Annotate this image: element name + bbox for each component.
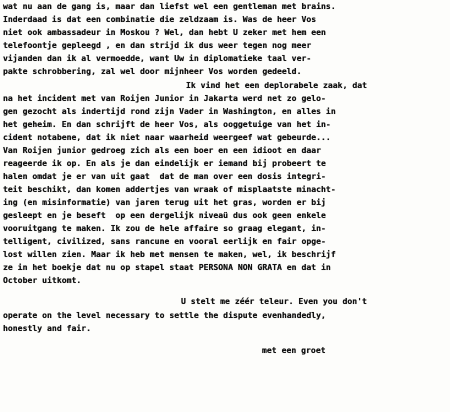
paragraph-opening-line: Ik vind het een deplorabele zaak, dat bbox=[186, 80, 368, 90]
text-line: halen omdat je er van uit gaat dat de man over een dosis integri- bbox=[3, 171, 326, 181]
text-line: gesleept en je beseft op een dergelijk niveaü dus ook geen enkele bbox=[3, 210, 326, 220]
text-line: wat nu aan de gang is, maar dan liefst wel een gentleman met brains. bbox=[3, 1, 336, 11]
text-line: telligent, civilized, sans rancune en vooral eerlijk en fair opge- bbox=[3, 236, 326, 246]
text-line: reageerde ik op. En als je dan eindelijk er iemand bij probeert te bbox=[3, 158, 326, 168]
text-line: teit beschikt, dan komen addertjes van wraak of misplaatste minacht- bbox=[3, 184, 336, 194]
text-line: vijanden dan ik al vermoedde, want Uw in diplomatieke taal ver- bbox=[3, 53, 312, 63]
text-line: operate on the level necessary to settle the dispute evenhandedly, bbox=[3, 310, 326, 320]
text-line: Van Roijen junior gedroeg zich als een boer en een idioot en daar bbox=[3, 145, 322, 155]
text-line: na het incident met van Roijen Junior in Jakarta werd net zo gelo- bbox=[3, 93, 326, 103]
text-line: niet ook ambassadeur in Moskou ? Wel, dan hebt U zeker met hem een bbox=[3, 27, 326, 37]
text-line: telefoontje gepleegd , en dan strijd ik dus weer tegen nog meer bbox=[3, 40, 312, 50]
text-line: gen gezocht als indertijd rond zijn Vader in Washington, en alles in bbox=[3, 106, 336, 116]
text-line: het geheim. En dan schrijft de heer Vos, als ooggetuige van het in- bbox=[3, 119, 331, 129]
text-line: pakte schrobbering, zal wel door mijnheer Vos worden gedeeld. bbox=[3, 66, 302, 76]
text-line: ing (en misinformatie) van jaren terug uit het gras, worden er bij bbox=[3, 197, 326, 207]
text-line: lost willen zien. Maar ik heb met mensen te maken, wel, ik beschrijf bbox=[3, 249, 336, 259]
text-line: honestly and fair. bbox=[3, 323, 92, 333]
text-line: cident notabene, dat ik niet naar waarheid weergeef wat gebeurde... bbox=[3, 132, 331, 142]
text-line: October uitkomt. bbox=[3, 275, 82, 285]
letter-closing: met een groet bbox=[262, 345, 326, 355]
text-line: ze in het boekje dat nu op stapel staat PERSONA NON GRATA en dat in bbox=[3, 262, 331, 272]
paragraph-opening-line: U stelt me zéér teleur. Even you don't bbox=[181, 296, 367, 306]
text-line: Inderdaad is dat een combinatie die zeldzaam is. Was de heer Vos bbox=[3, 14, 317, 24]
text-line: vooruitgang te maken. Ik zou de hele affaire so graag elegant, in- bbox=[3, 223, 326, 233]
